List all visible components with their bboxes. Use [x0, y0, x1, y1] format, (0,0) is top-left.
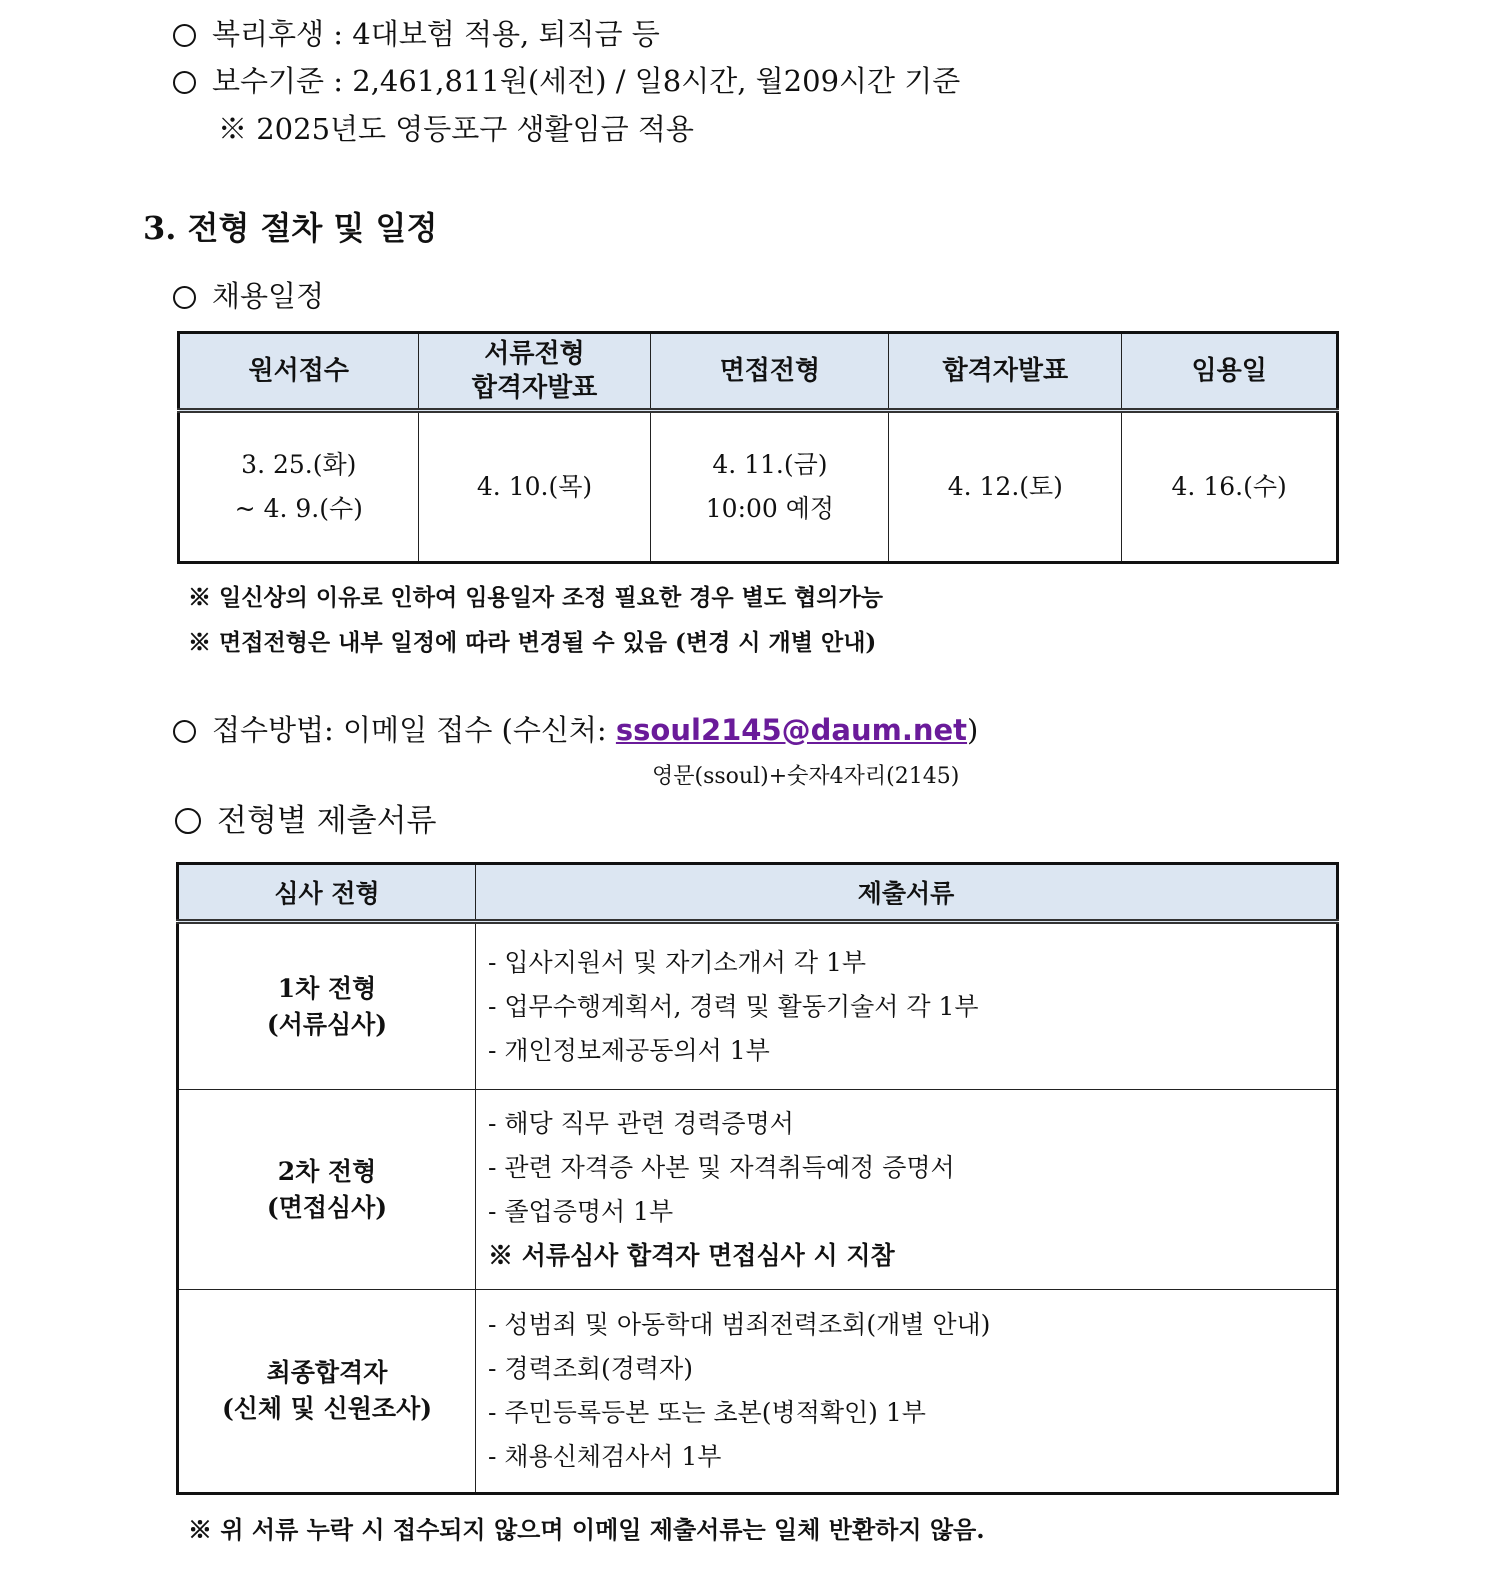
schedule-note: ※ 일신상의 이유로 인하여 임용일자 조정 필요한 경우 별도 협의가능 [188, 584, 883, 611]
docs-header-row [178, 864, 1338, 922]
apply-method-line [173, 713, 979, 747]
docs-label: 전형별 제출서류 [217, 803, 437, 839]
pay-line [173, 64, 961, 98]
docs-stage-cell: 최종합격자 (신체 및 신원조사) [178, 1290, 476, 1494]
docs-row [178, 1290, 1338, 1494]
schedule-value-cell: 4. 11.(금) 10:00 예정 [651, 411, 889, 563]
schedule-value-cell: 4. 10.(목) [418, 411, 651, 563]
docs-item: - 업무수행계획서, 경력 및 활동기술서 각 1부 [488, 991, 979, 1021]
schedule-value-row [179, 411, 1338, 563]
docs-items-cell [476, 922, 1338, 1090]
docs-item: - 성범죄 및 아동학대 범죄전력조회(개별 안내) [488, 1310, 991, 1339]
schedule-note: ※ 면접전형은 내부 일정에 따라 변경될 수 있음 (변경 시 개별 안내) [188, 629, 877, 656]
schedule-table [177, 331, 1339, 564]
schedule-header-row [179, 333, 1338, 411]
docs-stage-cell: 2차 전형 (면접심사) [178, 1090, 476, 1290]
docs-row [178, 922, 1338, 1090]
email-hint: 영문(ssoul)+숫자4자리(2145) [652, 764, 960, 789]
schedule-value-cell: 4. 16.(수) [1122, 411, 1338, 563]
docs-items-cell [476, 1290, 1338, 1494]
docs-item: - 경력조회(경력자) [488, 1354, 693, 1383]
documents-table [176, 862, 1339, 1495]
schedule-label: 채용일정 [212, 279, 325, 313]
email-link[interactable]: ssoul2145@daum.net [615, 713, 968, 747]
schedule-value-cell: 4. 12.(토) [889, 411, 1122, 563]
docs-stage-cell: 1차 전형 (서류심사) [178, 922, 476, 1090]
pay-text: 보수기준 : 2,461,811원(세전) / 일8시간, 월209시간 기준 [212, 64, 961, 98]
docs-item: - 해당 직무 관련 경력증명서 [488, 1108, 794, 1138]
welfare-line [173, 17, 660, 51]
docs-item: - 관련 자격증 사본 및 자격취득예정 증명서 [488, 1152, 955, 1182]
docs-item: - 졸업증명서 1부 [488, 1196, 674, 1226]
section-title: 3. 전형 절차 및 일정 [143, 209, 438, 247]
circle-bullet-icon [173, 286, 196, 309]
docs-item: - 입사지원서 및 자기소개서 각 1부 [488, 947, 867, 977]
welfare-text: 복리후생 : 4대보험 적용, 퇴직금 등 [212, 17, 660, 51]
docs-header-cell: 심사 전형 [178, 864, 476, 922]
schedule-header-cell: 서류전형 합격자발표 [418, 333, 651, 411]
docs-item: - 채용신체검사서 1부 [488, 1442, 722, 1471]
circle-bullet-icon [173, 71, 196, 94]
circle-bullet-icon [175, 808, 201, 834]
docs-label-line [175, 803, 437, 839]
schedule-header-cell: 임용일 [1122, 333, 1338, 411]
docs-row [178, 1090, 1338, 1290]
docs-item: - 주민등록등본 또는 초본(병적확인) 1부 [488, 1398, 926, 1427]
schedule-header-cell: 면접전형 [651, 333, 889, 411]
pay-note: ※ 2025년도 영등포구 생활임금 적용 [218, 112, 694, 146]
docs-items-cell [476, 1090, 1338, 1290]
final-note: ※ 위 서류 누락 시 접수되지 않으며 이메일 제출서류는 일체 반환하지 않음. [188, 1515, 985, 1544]
apply-method-text: 접수방법: 이메일 접수 (수신처: [212, 713, 616, 747]
schedule-header-cell: 합격자발표 [889, 333, 1122, 411]
schedule-header-cell: 원서접수 [179, 333, 419, 411]
schedule-label-line [173, 279, 325, 313]
circle-bullet-icon [173, 24, 196, 47]
apply-method-close: ) [967, 713, 979, 747]
docs-header-cell: 제출서류 [476, 864, 1338, 922]
docs-item: - 개인정보제공동의서 1부 [488, 1035, 770, 1065]
docs-item-note: ※ 서류심사 합격자 면접심사 시 지참 [488, 1240, 895, 1270]
circle-bullet-icon [173, 720, 196, 743]
schedule-value-cell: 3. 25.(화) ~ 4. 9.(수) [179, 411, 419, 563]
